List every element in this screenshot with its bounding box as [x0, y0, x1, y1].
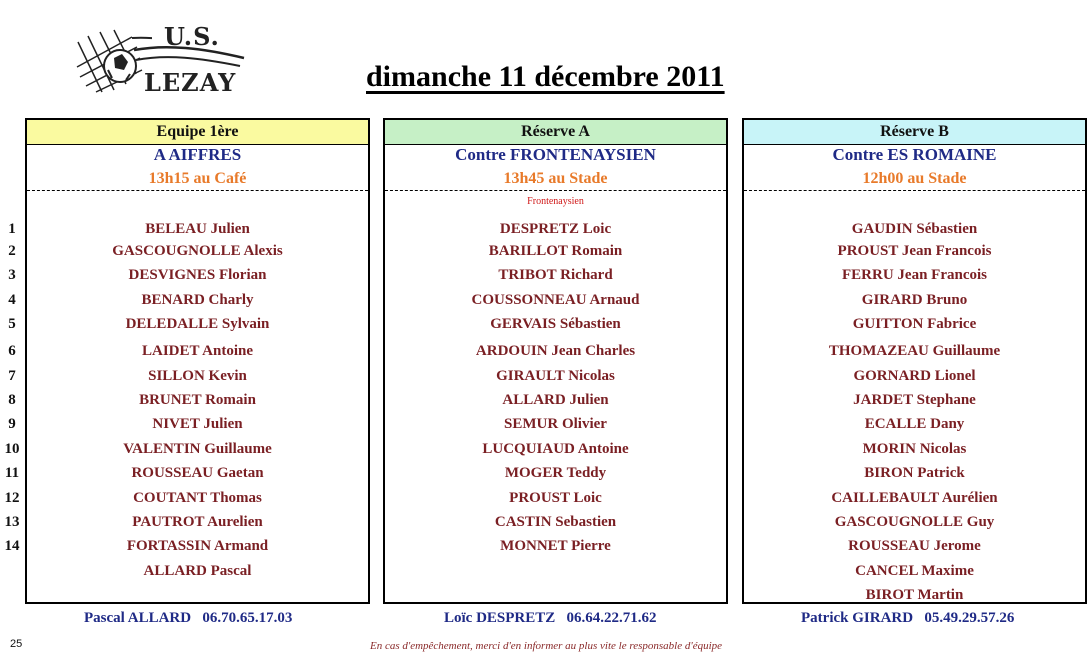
team-opponent: Contre FRONTENAYSIEN [455, 145, 656, 164]
player-name: BARILLOT Romain [488, 243, 623, 259]
player-name: ROUSSEAU Jerome [848, 538, 981, 554]
player-name: CAILLEBAULT Aurélien [831, 490, 998, 506]
player-name: CANCEL Maxime [855, 563, 974, 579]
player-name: MONNET Pierre [500, 538, 611, 554]
player-name: CASTIN Sebastien [494, 514, 617, 530]
player-name: VALENTIN Guillaume [123, 441, 272, 457]
player-name: ALLARD Julien [502, 392, 609, 408]
dashed-divider [744, 190, 1085, 191]
player-name: BRUNET Romain [139, 392, 256, 408]
dashed-divider [27, 190, 368, 191]
team-meeting-point: 12h00 au Stade [862, 170, 967, 187]
team-column-equipe-1ere [25, 118, 370, 604]
player-name: BELEAU Julien [145, 221, 250, 237]
row-number: 12 [4, 490, 20, 506]
player-name: GIRAULT Nicolas [496, 368, 615, 384]
player-name: COUSSONNEAU Arnaud [471, 292, 640, 308]
player-name: TRIBOT Richard [498, 267, 613, 283]
player-name: SEMUR Olivier [504, 416, 607, 432]
row-number: 14 [4, 538, 20, 554]
row-number: 3 [8, 267, 16, 283]
player-name: BENARD Charly [141, 292, 254, 308]
player-name: LAIDET Antoine [141, 343, 253, 359]
player-name: GUITTON Fabrice [852, 316, 977, 332]
row-number: 9 [8, 416, 16, 432]
row-number: 11 [4, 465, 20, 481]
player-name: FORTASSIN Armand [126, 538, 269, 554]
player-name: PAUTROT Aurelien [132, 514, 263, 530]
contact-phone: 05.49.29.57.26 [924, 610, 1015, 626]
contact-name: Loïc DESPRETZ [444, 610, 556, 626]
player-name: NIVET Julien [152, 416, 243, 432]
player-name: GASCOUGNOLLE Guy [834, 514, 995, 530]
contact-phone: 06.70.65.17.03 [202, 610, 293, 626]
player-name: BIROT Martin [865, 587, 964, 603]
player-name: GAUDIN Sébastien [851, 221, 978, 237]
player-name: DESPRETZ Loic [499, 221, 612, 237]
logo-lezay-text: LEZAY [144, 68, 237, 97]
player-name: MORIN Nicolas [862, 441, 967, 457]
player-name: COUTANT Thomas [133, 490, 262, 506]
player-name: DESVIGNES Florian [128, 267, 267, 283]
page-title: dimanche 11 décembre 2011 [366, 60, 725, 93]
dashed-divider [385, 190, 726, 191]
contact-name: Patrick GIRARD [801, 610, 914, 626]
team-opponent: Contre ES ROMAINE [832, 145, 997, 164]
logo-us-text: U.S. [164, 22, 220, 51]
player-name: ROUSSEAU Gaetan [131, 465, 264, 481]
player-name: GERVAIS Sébastien [490, 316, 621, 332]
contact-phone: 06.64.22.71.62 [566, 610, 657, 626]
player-name: PROUST Loic [509, 490, 602, 506]
player-name: SILLON Kevin [148, 368, 247, 384]
player-name: MOGER Teddy [504, 465, 607, 481]
team-column-reserve-a [383, 118, 728, 604]
footer-note: En cas d'empêchement, merci d'en informer au plus vite le responsable d'équipe [369, 640, 723, 652]
player-name: FERRU Jean Francois [842, 267, 987, 283]
player-name: ARDOUIN Jean Charles [475, 343, 636, 359]
row-number: 2 [8, 243, 16, 259]
team-header: Réserve A [385, 120, 726, 145]
player-name: GIRARD Bruno [861, 292, 968, 308]
player-name: GORNARD Lionel [853, 368, 976, 384]
team-meeting-point: 13h15 au Café [148, 170, 247, 187]
row-number: 5 [8, 316, 16, 332]
player-name: THOMAZEAU Guillaume [828, 343, 1001, 359]
row-number: 1 [8, 221, 16, 237]
team-opponent: A AIFFRES [153, 145, 242, 164]
page-number: 25 [10, 638, 23, 650]
team-note: Frontenaysien [527, 196, 584, 207]
row-number: 10 [4, 441, 20, 457]
player-name: DELEDALLE Sylvain [125, 316, 270, 332]
row-number: 7 [8, 368, 16, 384]
player-name: PROUST Jean Francois [837, 243, 992, 259]
club-logo [72, 22, 247, 102]
contact-name: Pascal ALLARD [84, 610, 192, 626]
row-number: 13 [4, 514, 20, 530]
contact-reserve-a [444, 610, 657, 627]
team-column-reserve-b [742, 118, 1087, 604]
player-name: ALLARD Pascal [143, 563, 252, 579]
contact-equipe-1ere [84, 610, 292, 627]
team-header: Equipe 1ère [27, 120, 368, 145]
row-number: 8 [8, 392, 16, 408]
player-name: JARDET Stephane [853, 392, 976, 408]
row-number: 4 [8, 292, 16, 308]
player-name: BIRON Patrick [864, 465, 965, 481]
team-header: Réserve B [744, 120, 1085, 145]
team-meeting-point: 13h45 au Stade [503, 170, 608, 187]
player-name: ECALLE Dany [864, 416, 965, 432]
player-name: GASCOUGNOLLE Alexis [112, 243, 283, 259]
row-number: 6 [8, 343, 16, 359]
player-name: LUCQUIAUD Antoine [482, 441, 629, 457]
contact-reserve-b [801, 610, 1014, 627]
